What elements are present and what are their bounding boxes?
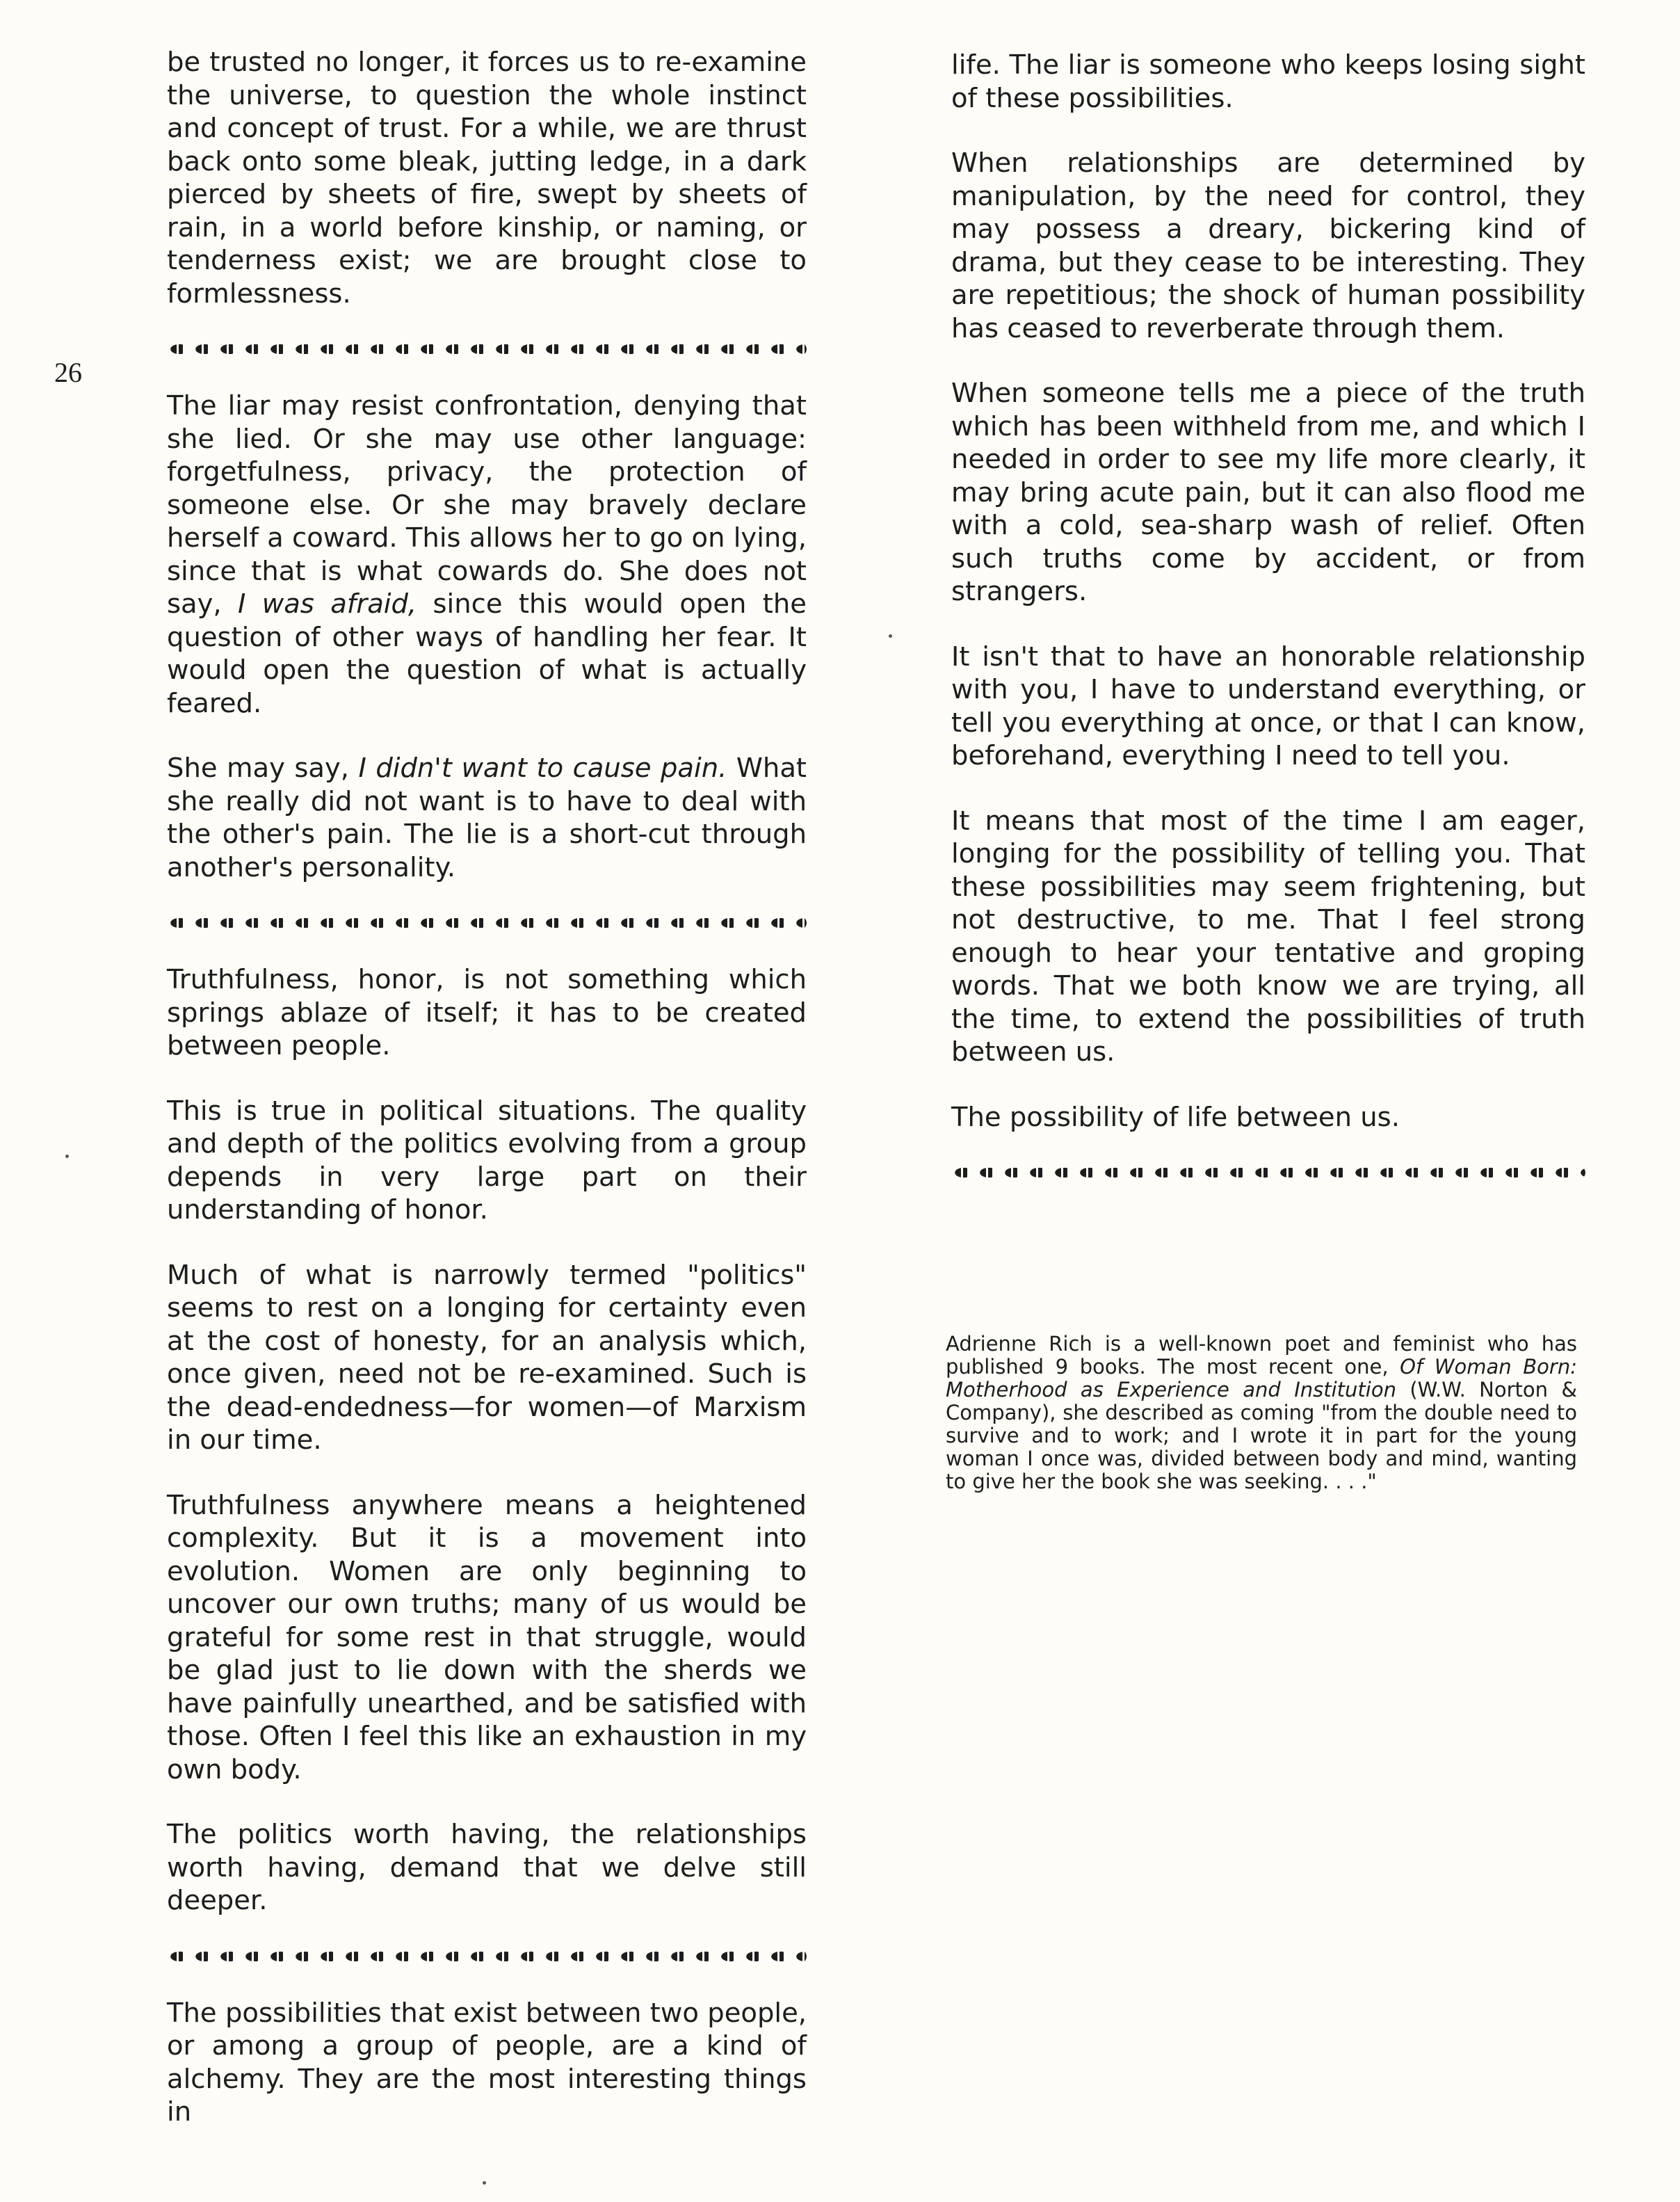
paragraph: Truthfulness anywhere means a heightened complexity. But it is a movement into evolution. Women are only beginning to uncover our own truths; many of us would be grateful for some rest in that struggle, would be glad just to lie down with the sherds we have painfully unearthed, and be satisfied with those. Often I feel this like an exhaustion in my own body. xyxy=(167,1489,807,1785)
paragraph xyxy=(167,752,807,884)
paragraph: When someone tells me a piece of the truth which has been withheld from me, and which I needed in order to see my life more clearly, it may bring acute pain, but it can also flood me with a cold, sea-sharp wash of relief. Often such truths come by accident, or from strangers. xyxy=(951,378,1585,607)
left-column xyxy=(167,46,807,2161)
paper-speck xyxy=(65,1155,69,1158)
right-column xyxy=(951,49,1585,1213)
paragraph-text: The liar may resist confrontation, denying that she lied. Or she may use other language: forgetfulness, privacy, the protection of someone else. Or she may bravely declare herself a coward. This allows her to go on lying, since that is what cowards do. She does not say, xyxy=(167,390,807,620)
page-number: 26 xyxy=(54,357,82,388)
paragraph: be trusted no longer, it forces us to re-examine the universe, to question the whole instinct and concept of trust. For a while, we are thrust back onto some bleak, jutting ledge, in a dark pierced by sheets of fire, swept by sheets of rain, in a world before kinship, or naming, or tenderness exist; we are brought close to formlessness. xyxy=(167,47,807,310)
paragraph xyxy=(167,389,807,720)
paragraph: The politics worth having, the relationships worth having, demand that we delve still deeper. xyxy=(167,1819,807,1916)
ornamental-divider xyxy=(167,916,807,930)
bio-text: (W.W. Norton & Company), she described as coming "from the double need to survive and to work; and I wrote it in part for the young woman I once was, divided between body and mind, wanting to give her the book she was seeking. . . ." xyxy=(946,1378,1577,1493)
bio-text: Adrienne Rich is a well-known poet and feminist who has published 9 books. The most recent one, xyxy=(946,1332,1577,1379)
italic-phrase: I was afraid, xyxy=(238,588,417,620)
paragraph: The possibility of life between us. xyxy=(951,1101,1400,1133)
ornamental-divider xyxy=(951,1166,1585,1180)
paragraph-text: What she really did not want is to have to deal with the other's pain. The lie is a short-cut through another's personality. xyxy=(167,753,807,883)
paragraph: Truthfulness, honor, is not something which springs ablaze of itself; it has to be created between people. xyxy=(167,964,807,1061)
paragraph: It means that most of the time I am eager, longing for the possibility of telling you. That these possibilities may seem frightening, but not destructive, to me. That I feel strong enough to hear your tentative and groping words. That we both know we are trying, all the time, to extend the possibilities of truth between us. xyxy=(951,805,1585,1068)
author-bio xyxy=(946,1333,1577,1493)
ornamental-divider xyxy=(167,342,807,356)
paragraph: life. The liar is someone who keeps losing sight of these possibilities. xyxy=(951,49,1585,114)
paragraph-text: She may say, xyxy=(167,753,359,784)
paragraph: The possibilities that exist between two people, or among a group of people, are a kind of alchemy. They are the most interesting things in xyxy=(167,1997,807,2128)
paragraph: This is true in political situations. The quality and depth of the politics evolving from a group depends in very large part on their understanding of honor. xyxy=(167,1095,807,1225)
paragraph-text: since this would open the question of other ways of handling her fear. It would open the question of what is actually feared. xyxy=(167,588,807,719)
paper-speck xyxy=(889,634,892,638)
italic-phrase: I didn't want to cause pain. xyxy=(358,753,727,784)
paragraph: Much of what is narrowly termed "politics" seems to rest on a longing for certainty even at the cost of honesty, for an analysis which, once given, need not be re-examined. Such is the dead-endedness—for women—of Marxism in our time. xyxy=(167,1259,807,1456)
paragraph: When relationships are determined by manipulation, by the need for control, they may possess a dreary, bickering kind of drama, but they cease to be interesting. They are repetitious; the shock of human possibility has ceased to reverberate through them. xyxy=(951,147,1585,344)
ornamental-divider xyxy=(167,1950,807,1963)
book-title: Of Woman Born: Motherhood as Experience and Institution xyxy=(946,1355,1577,1401)
paragraph: It isn't that to have an honorable relationship with you, I have to understand everything, or tell you everything at once, or that I can know, beforehand, everything I need to tell you. xyxy=(951,641,1585,771)
paper-speck xyxy=(483,2181,486,2185)
